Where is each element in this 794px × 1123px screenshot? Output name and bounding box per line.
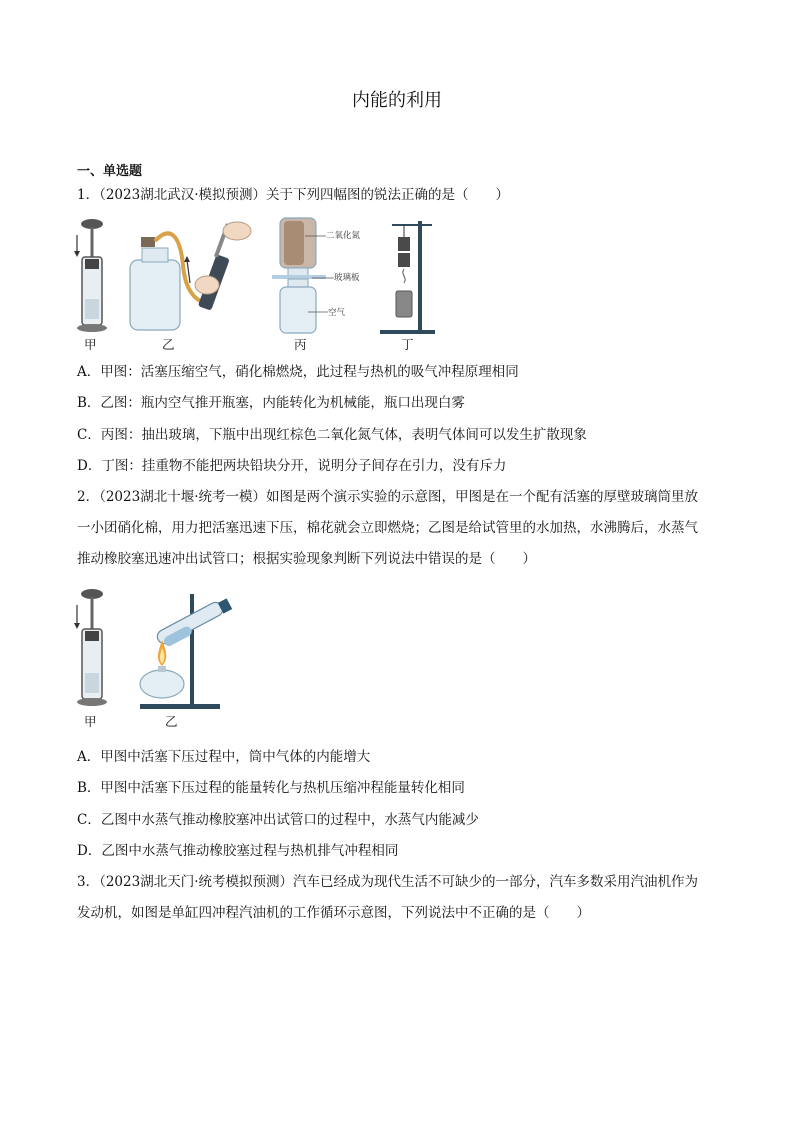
q1-label-no2: 二氧化氮 [326,231,361,241]
q1-option-b: B．乙图：瓶内空气推开瓶塞，内能转化为机械能，瓶口出现白雾 [77,395,465,411]
q1-caption-bing: 丙 [294,337,307,352]
q1-figure-ding [372,215,442,337]
q1-label-leaders [300,230,340,320]
q2-stem-line-2: 一小团硝化棉，用力把活塞迅速下压，棉花就会立即燃烧；乙图是给试管里的水加热，水沸腾后，水蒸气 [77,520,698,536]
q2-figure-yi [132,588,247,712]
q2-option-d: D．乙图中水蒸气推动橡胶塞过程与热机排气冲程相同 [77,843,399,859]
q1-label-glass: 玻璃板 [334,273,360,283]
q1-option-a: A．甲图：活塞压缩空气，硝化棉燃烧，此过程与热机的吸气冲程原理相同 [77,364,519,380]
q1-option-d: D．丁图：挂重物不能把两块铅块分开，说明分子间存在引力，没有斥力 [77,458,507,474]
q2-stem-line-1: 2．（2023湖北十堰·统考一模）如图是两个演示实验的示意图，甲图是在一个配有活塞的厚壁玻璃筒里放 [77,489,698,505]
q1-figure-jia [72,215,112,335]
q2-figure-jia [72,585,112,710]
q1-figure-yi [125,215,260,335]
q1-caption-jia: 甲 [84,337,97,352]
q2-stem-line-3: 推动橡胶塞迅速冲出试管口；根据实验现象判断下列说法中错误的是（ ） [77,551,536,567]
q3-stem-line-1: 3．（2023湖北天门·统考模拟预测）汽车已经成为现代生活不可缺少的一部分，汽车多数采用汽油机作为 [77,874,698,890]
q2-caption-jia: 甲 [84,714,97,729]
q1-caption-yi: 乙 [162,337,175,352]
q1-option-c: C．丙图：抽出玻璃，下瓶中出现红棕色二氧化氮气体，表明气体间可以发生扩散现象 [77,427,587,443]
page-title: 内能的利用 [352,90,442,111]
q2-option-c: C．乙图中水蒸气推动橡胶塞冲出试管口的过程中，水蒸气内能减少 [77,812,479,828]
q2-option-a: A．甲图中活塞下压过程中，筒中气体的内能增大 [77,749,371,765]
q2-option-b: B．甲图中活塞下压过程的能量转化与热机压缩冲程能量转化相同 [77,780,465,796]
q1-stem: 1．（2023湖北武汉·模拟预测）关于下列四幅图的锐法正确的是（ ） [77,187,509,203]
q1-label-air: 空气 [328,308,346,318]
q2-caption-yi: 乙 [165,714,178,729]
section-heading: 一、单选题 [77,164,143,179]
q3-stem-line-2: 发动机，如图是单缸四冲程汽油机的工作循环示意图，下列说法中不正确的是（ ） [77,905,590,921]
q1-caption-ding: 丁 [401,337,414,352]
